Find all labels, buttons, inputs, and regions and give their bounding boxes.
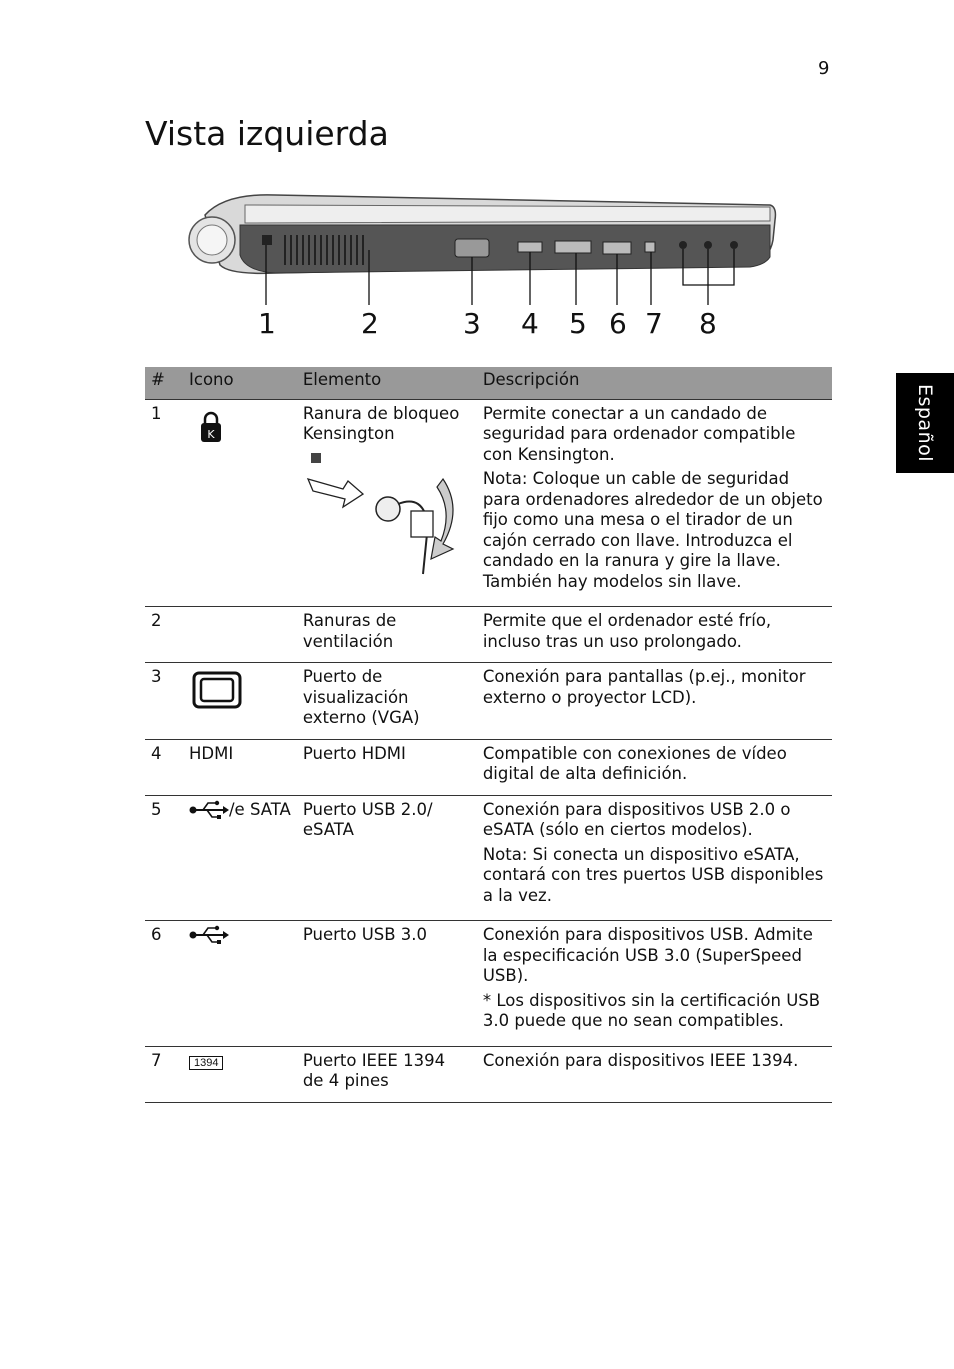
row-element: Puerto de visualización externo (VGA) <box>297 663 477 740</box>
note-label: Nota: <box>482 469 528 488</box>
row-element: Puerto IEEE 1394 de 4 pines <box>297 1046 477 1102</box>
row-num: 5 <box>145 795 183 921</box>
note-text: Coloque un cable de seguridad para ordenadores alrededor de un objeto fijo como una mesa o el tirador de un cajón cerrado con llave. Introduzca el candado en la ranura y gire la llave. También hay modelos sin llave. <box>482 469 823 591</box>
callout-4: 4 <box>521 307 539 340</box>
row-description-cell <box>477 795 832 921</box>
row-element: Puerto USB 3.0 <box>297 921 477 1047</box>
row-description: Permite conectar a un candado de seguridad para ordenador compatible con Kensington. <box>482 403 796 464</box>
table-row <box>145 795 832 921</box>
kensington-lock-icon <box>199 410 223 444</box>
row-num: 2 <box>145 607 183 663</box>
row-description: Conexión para dispositivos USB 2.0 o eSATA (sólo en ciertos modelos). <box>482 799 791 839</box>
row-element: Puerto HDMI <box>297 739 477 795</box>
row-description-cell <box>477 921 832 1047</box>
row-element: Ranuras de ventilación <box>297 607 477 663</box>
vga-monitor-icon <box>192 671 242 709</box>
callout-8: 8 <box>699 307 717 340</box>
row-num: 1 <box>145 399 183 607</box>
row-description: Permite que el ordenador esté frío, incluso tras un uso prolongado. <box>477 607 832 663</box>
row-description: Conexión para dispositivos IEEE 1394. <box>477 1046 832 1102</box>
table-row <box>145 739 832 795</box>
row-icon-cell <box>183 607 297 663</box>
page-number: 9 <box>818 58 830 79</box>
header-icon: Icono <box>183 367 297 399</box>
esata-label: /e SATA <box>229 799 291 819</box>
page-title: Vista izquierda <box>145 114 389 153</box>
table-header-row <box>145 367 832 399</box>
header-element: Elemento <box>297 367 477 399</box>
hdmi-label-icon: HDMI <box>183 739 297 795</box>
row-note <box>483 469 826 592</box>
row-element: Ranura de bloqueo Kensington <box>302 403 460 443</box>
table-row <box>145 399 832 607</box>
row-icon-cell <box>183 1046 297 1102</box>
row-num: 6 <box>145 921 183 1047</box>
header-num: # <box>145 367 183 399</box>
row-description-cell <box>477 399 832 607</box>
callout-7: 7 <box>645 307 663 340</box>
row-icon-cell <box>183 399 297 607</box>
row-footnote: * Los dispositivos sin la certificación USB 3.0 puede que no sean compatibles. <box>482 990 821 1030</box>
table-row <box>145 663 832 740</box>
callout-6: 6 <box>609 307 627 340</box>
table-row <box>145 607 832 663</box>
row-num: 4 <box>145 739 183 795</box>
callout-2: 2 <box>361 307 379 340</box>
table-row <box>145 921 832 1047</box>
ports-table <box>145 367 832 1103</box>
row-num: 7 <box>145 1046 183 1102</box>
row-icon-cell <box>183 663 297 740</box>
row-element: Puerto USB 2.0/ eSATA <box>297 795 477 921</box>
lock-cable-illustration <box>303 449 468 579</box>
callout-3: 3 <box>463 307 481 340</box>
usb-icon <box>189 800 229 820</box>
callout-5: 5 <box>569 307 587 340</box>
row-description: Compatible con conexiones de vídeo digital de alta definición. <box>477 739 832 795</box>
row-icon-cell <box>183 921 297 1047</box>
row-element-cell <box>297 399 477 607</box>
note-label: Nota: <box>482 844 528 864</box>
row-note <box>483 845 826 907</box>
table-row <box>145 1046 832 1102</box>
usb-icon <box>189 925 229 945</box>
row-description: Conexión para dispositivos USB. Admite la especificación USB 3.0 (SuperSpeed USB). <box>482 925 813 985</box>
language-tab <box>896 373 954 473</box>
svg-text:K: K <box>207 427 215 441</box>
row-num: 3 <box>145 663 183 740</box>
ieee1394-icon: 1394 <box>189 1056 223 1070</box>
header-description: Descripción <box>477 367 832 399</box>
note-text: Si conecta un dispositivo eSATA, contará con tres puertos USB disponibles a la vez. <box>482 844 824 905</box>
row-description: Conexión para pantallas (p.ej., monitor externo o proyector LCD). <box>477 663 832 740</box>
language-tab-label: Español <box>914 383 936 463</box>
callout-1: 1 <box>258 307 276 340</box>
row-icon-cell <box>183 795 297 921</box>
